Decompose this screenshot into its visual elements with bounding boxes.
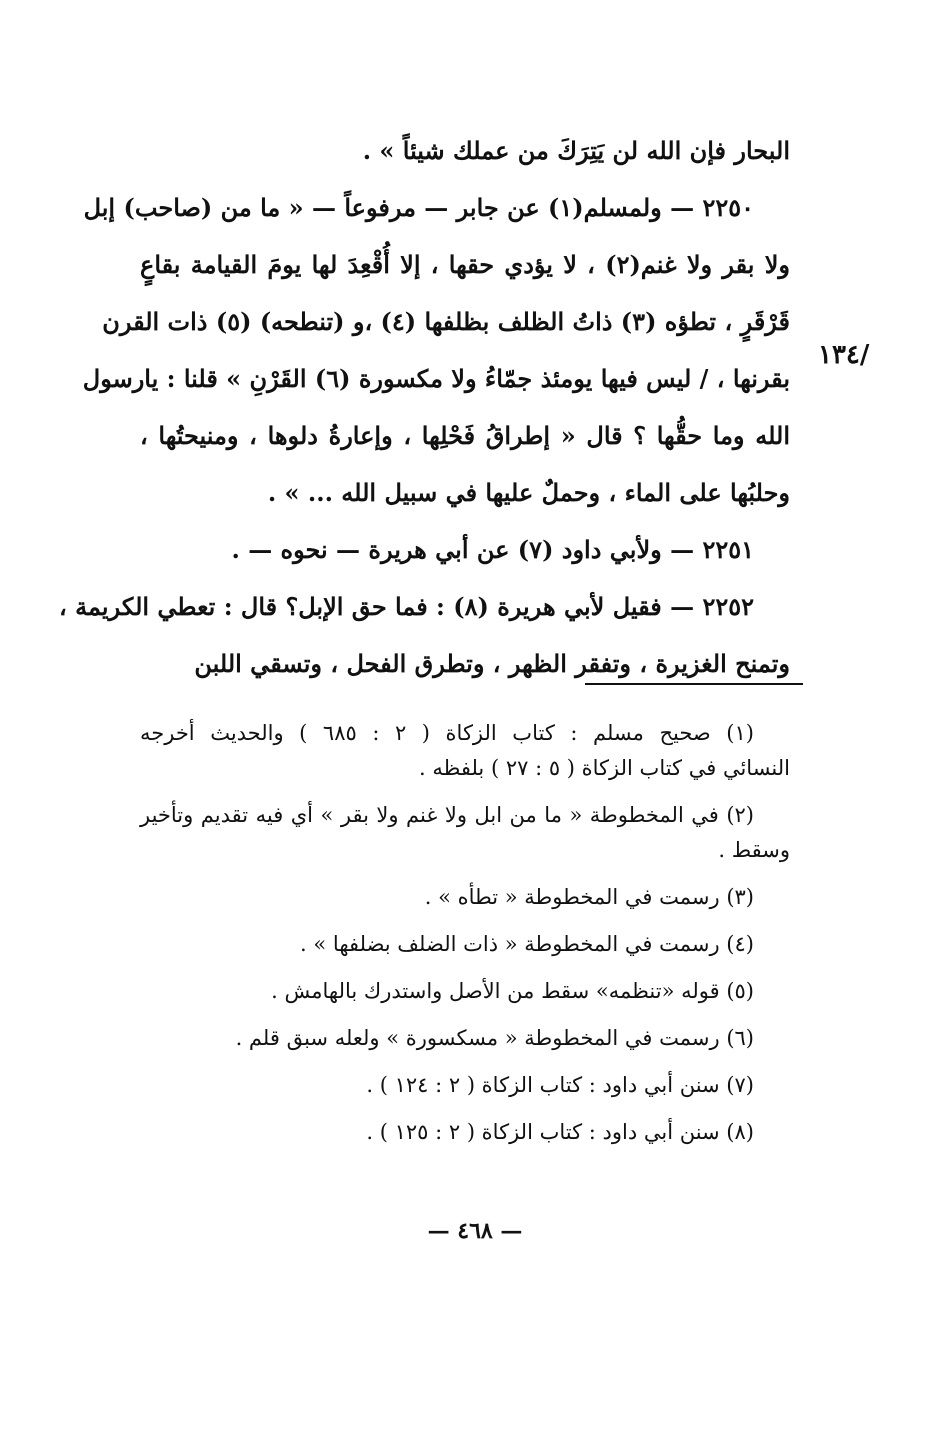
- footnote-line: (٤) رسمت في المخطوطة « ذات الضلف بضلفها » .: [300, 932, 754, 956]
- main-text: [59, 122, 790, 692]
- footnote-line: (١) صحيح مسلم : كتاب الزكاة ( ٢ : ٦٨٥ ) والحديث أخرجه: [140, 721, 754, 745]
- footnote-line: (٥) قوله «تنظمه» سقط من الأصل واستدرك بالهامش .: [271, 979, 754, 1003]
- text-line: وحلبُها على الماء ، وحملٌ عليها في سبيل الله ... » .: [267, 478, 790, 507]
- text-line: بقرنها ، / ليس فيها يومئذ جمّاءُ ولا مكسورة (٦) القَرْنِ » قلنا : يارسول: [82, 364, 790, 393]
- footnote-divider: [585, 683, 803, 685]
- text-line: الله وما حقُّها ؟ قال « إطراقُ فَحْلِها ، وإعارةُ دلوها ، ومنيحتُها ،: [140, 421, 790, 450]
- text-line: قَرْقَرٍ ، تطؤه (٣) ذاتُ الظلف بظلفها (٤) ،و (تنطحه) (٥) ذات القرن: [102, 307, 790, 336]
- footnote-line: وسقط .: [718, 838, 790, 862]
- text-line: وتمنح الغزيرة ، وتفقر الظهر ، وتطرق الفحل ، وتسقي اللبن: [194, 649, 790, 678]
- text-line: ولا بقر ولا غنم(٢) ، لا يؤدي حقها ، إلا أُقْعِدَ لها يومَ القيامة بقاعٍ: [140, 250, 790, 279]
- footnote-line: (٦) رسمت في المخطوطة « مسكسورة » ولعله سبق قلم .: [235, 1026, 754, 1050]
- footnote-line: (٨) سنن أبي داود : كتاب الزكاة ( ٢ : ١٢٥ ) .: [366, 1120, 754, 1144]
- footnotes: [140, 716, 790, 1150]
- footnote-line: (٧) سنن أبي داود : كتاب الزكاة ( ٢ : ١٢٤ ) .: [366, 1073, 754, 1097]
- text-line: ٢٢٥٢ — فقيل لأبي هريرة (٨) : فما حق الإبل؟ قال : تعطي الكريمة ،: [59, 592, 754, 621]
- text-line: ٢٢٥٠ — ولمسلم(١) عن جابر — مرفوعاً — « ما من (صاحب) إبل: [83, 193, 754, 222]
- margin-folio-note: /١٣٤: [818, 340, 870, 370]
- text-line: ٢٢٥١ — ولأبي داود (٧) عن أبي هريرة — نحوه — .: [231, 535, 754, 564]
- footnote-line: (٢) في المخطوطة « ما من ابل ولا غنم ولا بقر » أي فيه تقديم وتأخير: [140, 803, 754, 827]
- text-line: البحار فإن الله لن يَتِرَكَ من عملك شيئاً » .: [362, 136, 790, 165]
- footnote-line: النسائي في كتاب الزكاة ( ٥ : ٢٧ ) بلفظه .: [419, 756, 790, 780]
- page-number: — ٤٦٨ —: [427, 1218, 523, 1244]
- footnote-line: (٣) رسمت في المخطوطة « تطأه » .: [424, 885, 754, 909]
